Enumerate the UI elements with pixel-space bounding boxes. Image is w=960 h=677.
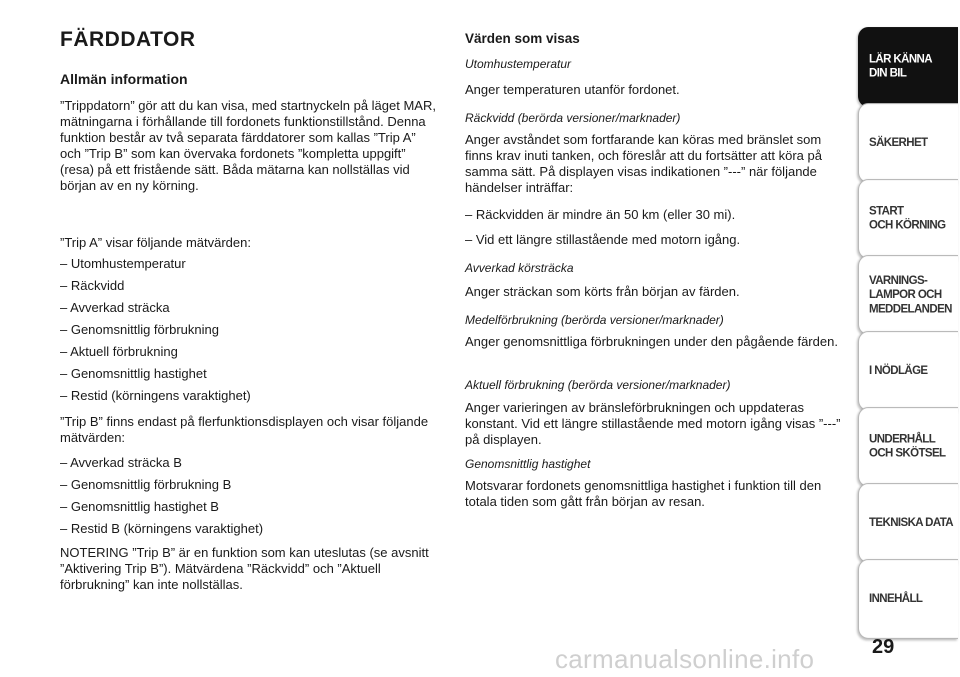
section-title-avg-consumption: Medelförbrukning (berörda versioner/marknader) xyxy=(465,313,724,327)
tab-tekniska-data[interactable] xyxy=(858,483,958,563)
list-item: – Genomsnittlig förbrukning B xyxy=(60,477,232,492)
trip-a-intro: ”Trip A” visar följande mätvärden: xyxy=(60,235,251,250)
section-title-avg-speed: Genomsnittlig hastighet xyxy=(465,457,591,471)
tab-innehall[interactable] xyxy=(858,559,958,639)
section-body-current-consumption: Anger varieringen av bränsleförbrukningen och uppdateras konstant. Vid ett längre stillastående med motorn igång visas ”---” på displayen. xyxy=(465,400,841,447)
note-paragraph: NOTERING ”Trip B” är en funktion som kan uteslutas (se avsnitt ”Aktivering Trip B”). Mätvärdena ”Räckvidd” och ”Aktuell förbrukning” kan inte nollställas. xyxy=(60,545,429,592)
list-item: – Räckvidden är mindre än 50 km (eller 30 mi). xyxy=(465,207,736,222)
list-item: – Vid ett längre stillastående med motorn igång. xyxy=(465,232,741,247)
section-body-avg-speed: Motsvarar fordonets genomsnittliga hastighet i funktion till den totala tiden som gått från början av resan. xyxy=(465,478,822,509)
list-item: – Genomsnittlig förbrukning xyxy=(60,322,219,337)
list-item: – Restid (körningens varaktighet) xyxy=(60,388,251,403)
tab-label: I NÖDLÄGE xyxy=(869,363,928,377)
list-item: – Genomsnittlig hastighet B xyxy=(60,499,219,514)
tab-label: SÄKERHET xyxy=(869,135,928,149)
section-subheading: Allmän information xyxy=(60,71,188,87)
watermark: carmanualsonline.info xyxy=(555,644,815,674)
tab-start-och-korning[interactable] xyxy=(858,179,958,259)
list-item: – Avverkad sträcka xyxy=(60,300,170,315)
section-body-distance: Anger sträckan som körts från början av färden. xyxy=(465,284,740,299)
section-body-avg-consumption: Anger genomsnittliga förbrukningen under den pågående färden. xyxy=(465,334,838,349)
tab-sakerhet[interactable] xyxy=(858,103,958,183)
list-item: – Restid B (körningens varaktighet) xyxy=(60,521,264,536)
section-title-range: Räckvidd (berörda versioner/marknader) xyxy=(465,111,681,125)
list-item: – Räckvidd xyxy=(60,278,125,293)
tab-label: VARNINGS- LAMPOR OCH MEDDELANDEN xyxy=(869,273,952,315)
intro-paragraph: ”Trippdatorn” gör att du kan visa, med startnyckeln på läget MAR, mätningarna i förhållande till fordonets funktionstillstånd. Denna funktion består av två separata färddatorer som kallas ”Trip A” och ”Trip B” som kan övervaka fordonets ”kompletta uppgift” (resa) på ett fristående sätt. Båda mätarna kan nollställas vid början av en ny körning. xyxy=(60,98,436,193)
tab-label: LÄR KÄNNA DIN BIL xyxy=(869,52,932,80)
section-body-outdoor-temp: Anger temperaturen utanför fordonet. xyxy=(465,82,680,97)
tab-underhall-och-skotsel[interactable] xyxy=(858,407,958,487)
page-title: FÄRDDATOR xyxy=(60,28,196,51)
tab-label: TEKNISKA DATA xyxy=(869,515,953,529)
list-item: – Utomhustemperatur xyxy=(60,256,186,271)
tab-i-nodlage[interactable] xyxy=(858,331,958,411)
section-title-outdoor-temp: Utomhustemperatur xyxy=(465,57,572,71)
list-item: – Aktuell förbrukning xyxy=(60,344,178,359)
tab-varningslampor[interactable] xyxy=(858,255,958,335)
trip-b-intro: ”Trip B” finns endast på flerfunktionsdisplayen och visar följande mätvärden: xyxy=(60,414,429,445)
tab-label: START OCH KÖRNING xyxy=(869,204,946,232)
tab-label: INNEHÅLL xyxy=(869,591,923,605)
page-number: 29 xyxy=(872,636,895,658)
list-item: – Genomsnittlig hastighet xyxy=(60,366,207,381)
section-title-distance: Avverkad körsträcka xyxy=(465,261,574,275)
section-body-range: Anger avståndet som fortfarande kan köras med bränslet som finns krav inuti tanken, och föreslår att du fortsätter att köra på samma sätt. På displayen visas indikationen ”---” när följande händelser inträffar: xyxy=(465,132,822,195)
tab-lar-kanna-din-bil[interactable] xyxy=(858,27,958,107)
section-title-current-consumption: Aktuell förbrukning (berörda versioner/marknader) xyxy=(465,378,731,392)
list-item: – Avverkad sträcka B xyxy=(60,455,182,470)
tab-label: UNDERHÅLL OCH SKÖTSEL xyxy=(869,432,946,460)
values-heading: Värden som visas xyxy=(465,31,580,46)
